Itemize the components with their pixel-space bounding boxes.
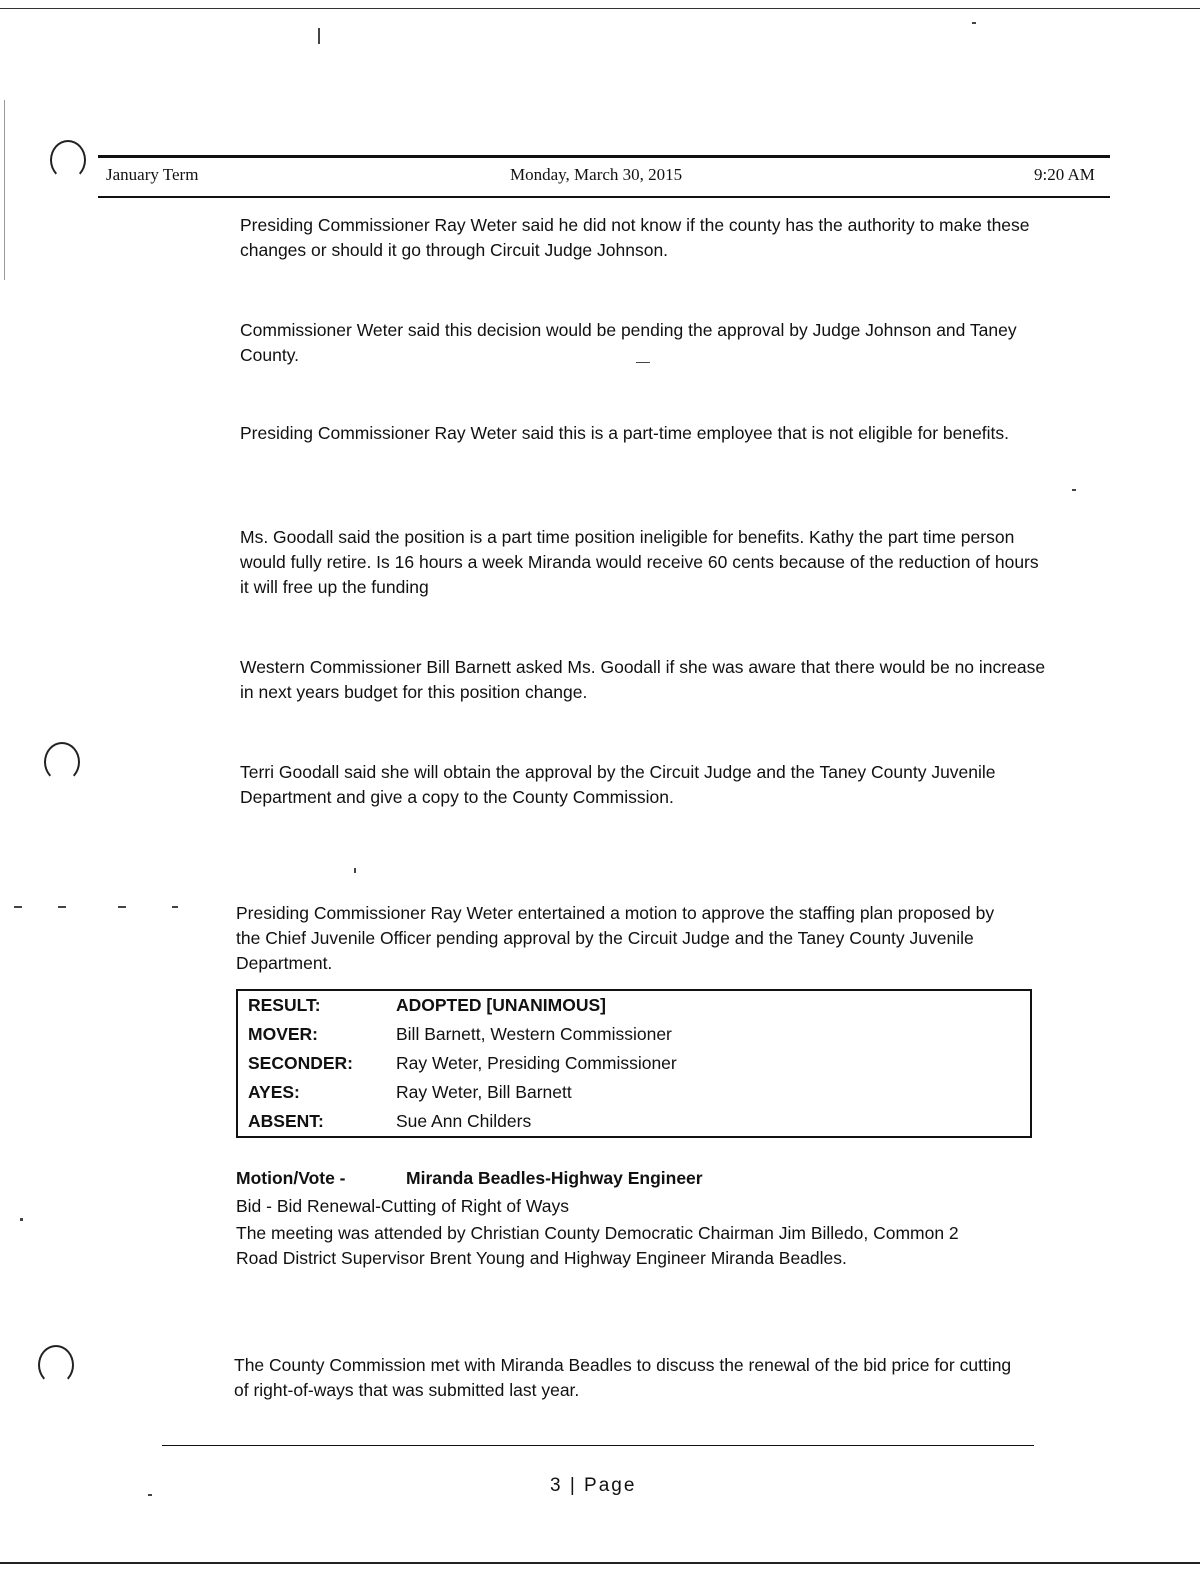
header-rule [98,155,1110,158]
table-row [237,1049,1031,1078]
minutes-paragraph: Western Commissioner Bill Barnett asked Ms. Goodall if she was aware that there would be no increase in next years budget for this position change. [240,657,1046,702]
header-rule [98,196,1110,198]
bid-line: Bid - Bid Renewal-Cutting of Right of Ways [236,1196,569,1216]
punch-hole [44,742,80,782]
header-term: January Term [106,165,199,184]
discussion-paragraph: The County Commission met with Miranda Beadles to discuss the renewal of the bid price for cutting of right-of-ways that was submitted last year. [234,1355,1012,1400]
ayes-value: Ray Weter, Bill Barnett [396,1082,572,1102]
motion-paragraph: Presiding Commissioner Ray Weter entertained a motion to approve the staffing plan proposed by the Chief Juvenile Officer pending approval by the Circuit Judge and the Taney County Juvenile Department. [236,903,995,973]
minutes-paragraph: Terri Goodall said she will obtain the approval by the Circuit Judge and the Taney County Juvenile Department and give a copy to the County Commission. [240,762,996,807]
table-row [237,1078,1031,1107]
minutes-paragraph: Presiding Commissioner Ray Weter said this is a part-time employee that is not eligible for benefits. [240,423,1010,443]
scan-mark [148,1494,152,1496]
ayes-label: AYES: [248,1082,300,1102]
motion-label: Motion/Vote - [236,1168,346,1188]
vote-result-table [236,989,1032,1138]
punch-hole [50,140,86,180]
scan-mark [318,28,320,44]
scan-mark [1072,489,1076,491]
absent-label: ABSENT: [248,1111,324,1131]
page-number: 3 | Page [550,1475,637,1496]
attendance-paragraph: The meeting was attended by Christian County Democratic Chairman Jim Billedo, Common 2 Road District Supervisor Brent Young and Highway Engineer Miranda Beadles. [236,1223,959,1268]
seconder-value: Ray Weter, Presiding Commissioner [396,1053,677,1073]
mover-label: MOVER: [248,1024,318,1044]
header-time: 9:20 AM [1034,165,1095,184]
footer-rule [162,1445,1034,1446]
scan-left-edge [4,100,5,280]
scan-mark [354,868,356,873]
punch-hole [38,1345,74,1385]
scan-mark [172,906,178,908]
scan-mark [58,906,66,908]
scan-bottom-border [0,1562,1200,1564]
minutes-paragraph: Ms. Goodall said the position is a part time position ineligible for benefits. Kathy the part time person would fully retire. Is 16 hours a week Miranda would receive 60 cents because of the reduction of hours it will free up the funding [240,527,1039,597]
minutes-paragraph: Presiding Commissioner Ray Weter said he did not know if the county has the authority to make these changes or should it go through Circuit Judge Johnson. [240,215,1030,260]
result-label: RESULT: [248,995,321,1015]
absent-value: Sue Ann Childers [396,1111,532,1131]
motion-title: Miranda Beadles-Highway Engineer [406,1168,703,1188]
header-date: Monday, March 30, 2015 [510,165,683,184]
scan-mark [20,1218,23,1221]
scan-mark [118,906,126,908]
mover-value: Bill Barnett, Western Commissioner [396,1024,672,1044]
minutes-paragraph: Commissioner Weter said this decision would be pending the approval by Judge Johnson and Taney County. [240,320,1017,365]
table-row [237,1107,1031,1137]
table-row [237,1020,1031,1049]
table-row [237,990,1031,1020]
scan-mark [14,906,22,908]
seconder-label: SECONDER: [248,1053,354,1073]
scan-top-border [0,8,1200,9]
scan-mark [972,22,976,24]
result-value: ADOPTED [UNANIMOUS] [396,995,606,1015]
